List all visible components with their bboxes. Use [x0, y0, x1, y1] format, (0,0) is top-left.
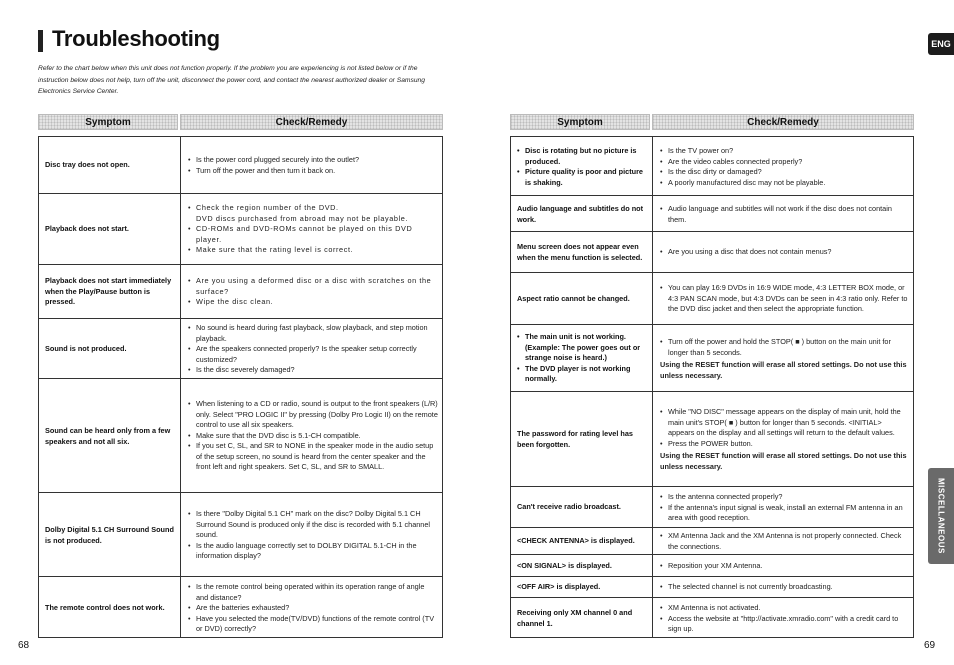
remedy-cell: [660, 492, 909, 524]
remedy-item: • Press the POWER button.: [660, 439, 909, 450]
table-row: [511, 196, 913, 232]
section-tab: [928, 468, 954, 564]
remedy-cell: [188, 399, 438, 473]
table-row: [511, 273, 913, 325]
symptom-cell: [45, 525, 176, 546]
table-row: [39, 379, 442, 493]
remedy-item: • A poorly manufactured disc may not be playable.: [660, 178, 909, 189]
remedy-item: • When listening to a CD or radio, sound is output to the front speakers (L/R) only. Select "PRO LOGIC II" by pressing (Dolby Pro Logic II) on the remote control to use all six speakers.: [188, 399, 438, 431]
remedy-cell: [660, 603, 909, 635]
remedy-item: • Is the power cord plugged securely into the outlet?: [188, 155, 438, 166]
remedy-item: • Is there "Dolby Digital 5.1 CH" mark on the disc? Dolby Digital 5.1 CH Surround Sound is produced only if the disc is recorded with 5.1 channel sound.: [188, 509, 438, 541]
remedy-cell: [188, 509, 438, 562]
remedy-item: • Have you selected the mode(TV/DVD) functions of the remote control (TV or DVD) correctly?: [188, 614, 438, 635]
symptom-cell: [517, 561, 648, 572]
symptom-text: <OFF AIR> is displayed.: [517, 582, 601, 591]
remedy-cell: [660, 204, 909, 225]
table-row: [511, 392, 913, 487]
symptom-cell: [517, 582, 648, 593]
remedy-item: • Wipe the disc clean.: [188, 297, 438, 308]
left-header-symptom: Symptom: [38, 114, 178, 130]
table-row: [511, 598, 913, 639]
remedy-item: • Is the remote control being operated within its operation range of angle and distance?: [188, 582, 438, 603]
remedy-item: • Is the antenna connected properly?: [660, 492, 909, 503]
remedy-cell: [188, 203, 438, 256]
remedy-cell: [188, 276, 438, 308]
page-title: Troubleshooting: [52, 26, 220, 51]
symptom-text: Menu screen does not appear even when the menu function is selected.: [517, 242, 643, 262]
symptom-cell: [517, 608, 648, 629]
remedy-cell: [188, 582, 438, 635]
remedy-item: • XM Antenna is not activated.: [660, 603, 909, 614]
remedy-cell: [660, 582, 909, 593]
symptom-text: • Disc is rotating but no picture is produced.: [517, 146, 648, 167]
remedy-item: • Are you using a disc that does not contain menus?: [660, 247, 909, 258]
remedy-item: • You can play 16:9 DVDs in 16:9 WIDE mode, 4:3 LETTER BOX mode, or 4:3 PAN SCAN mode, but 4:3 DVDs can be seen in 4:3 ratio only. Refer to the DVD disc jacket and then select the appropriate function.: [660, 283, 909, 315]
symptom-cell: [517, 429, 648, 450]
symptom-cell: [45, 276, 176, 308]
remedy-item: • Are the video cables connected properly?: [660, 157, 909, 168]
symptom-text: Audio language and subtitles do not work.: [517, 204, 644, 224]
remedy-item: • Reposition your XM Antenna.: [660, 561, 909, 572]
remedy-item: • Access the website at "http://activate.xmradio.com" with a credit card to sign up.: [660, 614, 909, 635]
left-troubleshooting-table: [38, 136, 443, 638]
symptom-cell: [517, 332, 648, 385]
symptom-text: <ON SIGNAL> is displayed.: [517, 561, 612, 570]
symptom-cell: [45, 160, 176, 171]
symptom-cell: [517, 146, 648, 188]
remedy-cell: [660, 283, 909, 315]
table-row: [39, 577, 442, 639]
remedy-item: • The selected channel is not currently broadcasting.: [660, 582, 909, 593]
symptom-text: Dolby Digital 5.1 CH Surround Sound is not produced.: [45, 525, 174, 545]
remedy-warning-note: Using the RESET function will erase all stored settings. Do not use this unless necessary.: [660, 360, 907, 380]
remedy-item: • CD-ROMs and DVD-ROMs cannot be played on this DVD player.: [188, 224, 438, 245]
remedy-item: • Are the batteries exhausted?: [188, 603, 438, 614]
symptom-cell: [517, 294, 648, 305]
symptom-text: Playback does not start immediately when the Play/Pause button is pressed.: [45, 276, 172, 306]
remedy-item: • Turn off the power and hold the STOP( ■ ) button on the main unit for longer than 5 seconds.: [660, 337, 909, 358]
symptom-text: Sound is not produced.: [45, 344, 127, 353]
symptom-text: The remote control does not work.: [45, 603, 165, 612]
table-row: [511, 137, 913, 196]
symptom-cell: [517, 502, 648, 513]
remedy-cell: [660, 337, 909, 381]
symptom-text: Can't receive radio broadcast.: [517, 502, 621, 511]
remedy-item: • Audio language and subtitles will not work if the disc does not contain them.: [660, 204, 909, 225]
remedy-cell: [188, 155, 438, 176]
page-number-left: 68: [18, 640, 30, 651]
remedy-warning-note: Using the RESET function will erase all stored settings. Do not use this unless necessary.: [660, 451, 907, 471]
symptom-cell: [45, 224, 176, 235]
right-header-symptom: Symptom: [510, 114, 650, 130]
symptom-cell: [45, 344, 176, 355]
symptom-cell: [517, 536, 648, 547]
symptom-cell: [45, 603, 176, 614]
right-header-remedy: Check/Remedy: [652, 114, 914, 130]
symptom-text: • The DVD player is not working normally.: [517, 364, 648, 385]
symptom-text: Playback does not start.: [45, 224, 129, 233]
remedy-cell: [660, 247, 909, 258]
remedy-item: • XM Antenna Jack and the XM Antenna is not properly connected. Check the connections.: [660, 531, 909, 552]
symptom-text: Disc tray does not open.: [45, 160, 130, 169]
remedy-item: • If the antenna's input signal is weak, install an external FM antenna in an area with good reception.: [660, 503, 909, 524]
language-tab-label: ENG: [931, 39, 951, 49]
symptom-text: The password for rating level has been forgotten.: [517, 429, 633, 449]
section-tab-label: MISCELLANEOUS: [936, 478, 946, 554]
remedy-item: • Are the speakers connected properly? Is the speaker setup correctly customized?: [188, 344, 438, 365]
remedy-item: • Is the disc dirty or damaged?: [660, 167, 909, 178]
remedy-item: • Is the TV power on?: [660, 146, 909, 157]
table-row: [511, 528, 913, 555]
remedy-item: • Make sure that the DVD disc is 5.1-CH compatible.: [188, 431, 438, 442]
remedy-item: • While "NO DISC" message appears on the display of main unit, hold the main unit's STOP( ■ ) button for longer than 5 seconds. <INITIAL> appears on the display and all settings will return to the default values.: [660, 407, 909, 439]
table-row: [39, 137, 442, 194]
remedy-cell: [660, 531, 909, 552]
symptom-cell: [517, 204, 648, 225]
left-header-remedy: Check/Remedy: [180, 114, 443, 130]
table-row: [39, 319, 442, 379]
right-troubleshooting-table: [510, 136, 914, 638]
symptom-cell: [45, 426, 176, 447]
table-row: [511, 232, 913, 273]
symptom-text: Receiving only XM channel 0 and channel 1.: [517, 608, 633, 628]
symptom-text: • The main unit is not working. (Example: The power goes out or strange noise is heard.): [517, 332, 648, 364]
remedy-item: • Check the region number of the DVD. DVD discs purchased from abroad may not be playable.: [188, 203, 438, 224]
symptom-text: Sound can be heard only from a few speakers and not all six.: [45, 426, 171, 446]
title-bar-accent: [38, 30, 43, 52]
language-tab: [928, 33, 954, 55]
symptom-text: <CHECK ANTENNA> is displayed.: [517, 536, 635, 545]
remedy-cell: [660, 407, 909, 472]
intro-text: Refer to the chart below when this unit does not function properly. If the problem you are experiencing is not listed below or if the instruction below does not help, turn off the unit, disconnect the power cord, and contact the nearest authorized dealer or Samsung Electronics Service Center.: [38, 65, 425, 95]
table-row: [39, 493, 442, 577]
symptom-text: Aspect ratio cannot be changed.: [517, 294, 630, 303]
table-row: [39, 194, 442, 265]
page-number-right: 69: [924, 640, 936, 651]
symptom-text: • Picture quality is poor and picture is shaking.: [517, 167, 648, 188]
table-row: [511, 577, 913, 598]
remedy-item: • Is the disc severely damaged?: [188, 365, 438, 376]
remedy-cell: [660, 561, 909, 572]
table-row: [39, 265, 442, 319]
remedy-cell: [660, 146, 909, 188]
remedy-cell: [188, 323, 438, 376]
symptom-cell: [517, 242, 648, 263]
remedy-item: • Are you using a deformed disc or a disc with scratches on the surface?: [188, 276, 438, 297]
remedy-item: • If you set C, SL, and SR to NONE in the speaker mode in the audio setup of the setup screen, no sound is heard from the center speaker and the front left and right speakers. Set C, SL, and SR to SMALL.: [188, 441, 438, 473]
remedy-item: • Make sure that the rating level is correct.: [188, 245, 438, 256]
remedy-item: • No sound is heard during fast playback, slow playback, and step motion playback.: [188, 323, 438, 344]
remedy-item: • Is the audio language correctly set to DOLBY DIGITAL 5.1-CH in the information display?: [188, 541, 438, 562]
table-row: [511, 555, 913, 577]
remedy-item: • Turn off the power and then turn it back on.: [188, 166, 438, 177]
table-row: [511, 325, 913, 392]
table-row: [511, 487, 913, 528]
